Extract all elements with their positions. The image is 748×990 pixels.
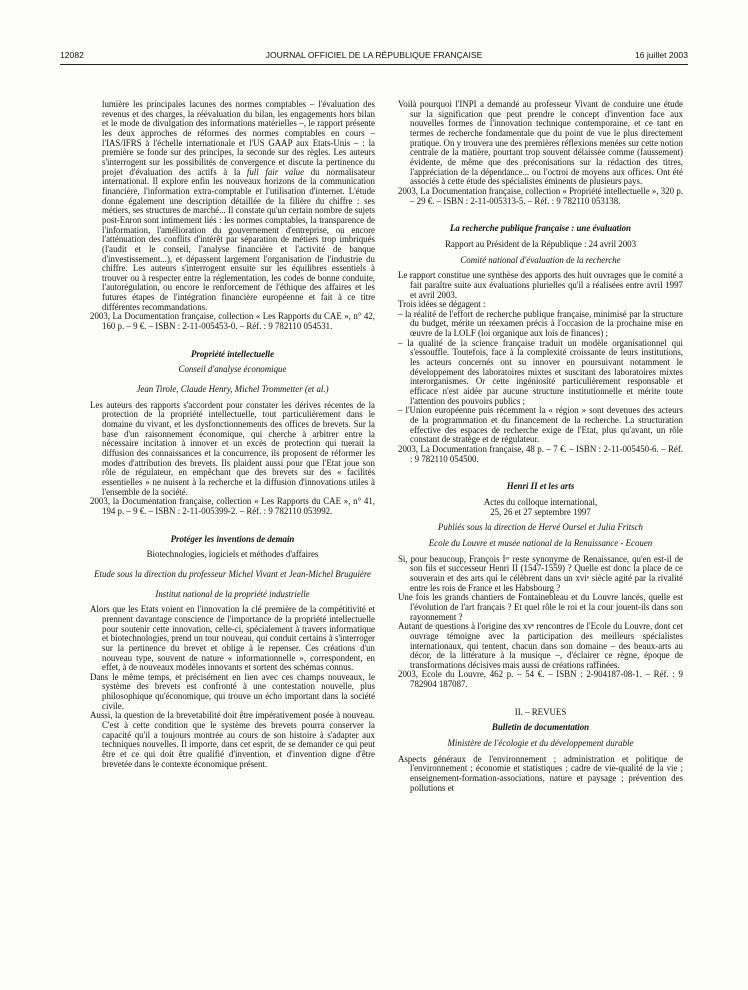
paragraph: Dans le même temps, et précisément en lien avec ces champs nouveaux, le système des brevets est confronté à une contestation nouvelle, plus philosophique qu'économique, qui trouve un écho important dans la société civile. <box>90 671 375 711</box>
section-institution: Ecole du Louvre et musée national de la Renaissance - Ecouen <box>428 537 653 548</box>
page-header <box>60 50 688 64</box>
section-title: La recherche publique française : une évaluation <box>450 223 631 234</box>
section-direction: Etude sous la direction du professeur Michel Vivant et Jean-Michel Bruguière <box>94 568 371 579</box>
section-institution: Institut national de la propriété industrielle <box>155 588 310 599</box>
list-item: – l'Union européenne puis récemment la « région » sont devenues des acteurs de la programmation et du financement de la recherche. La structuration effective des espaces de recherche exige de l'Etat, plus qu'avant, un rôle constant de stratège et de régulateur. <box>398 405 683 445</box>
paragraph: Aussi, la question de la brevetabilité doit être impérativement posée à nouveau. C'est à cette condition que le système des brevets pourra conserver la capacité qu'il a toujours montrée au cours de son histoire à s'adapter aux techniques nouvelles. Il importe, dans cet esprit, de se demander ce qui peut être et ce qui doit être qualifié d'invention, et d'invention digne d'être brevetée dans le contexte économique présent. <box>90 710 375 769</box>
paragraph: Autant de questions à l'origine des xvᵉ rencontres de l'Ecole du Louvre, dont cet ouvrage témoigne avec la participation des meilleurs spécialistes internationaux, qui tentent, chacun dans son domaine – des beaux-arts au décor, de la littérature à la musique –, d'éclairer ce règne, époque de transformations décisives mais aussi de créations raffinées. <box>398 621 683 670</box>
reference: 2003, La Documentation française, collection « Propriété intellectuelle », 320 p. – 29 €. – ISBN : 2-11-005313-5. – Réf. : 9 782110 053138. <box>398 185 683 206</box>
section-subtitle: Comité national d'évaluation de la recherche <box>460 254 621 265</box>
reference: 2003, Ecole du Louvre, 462 p. – 54 €. – ISBN : 2-904187-08-1. – Réf. : 9 782904 187087. <box>398 669 683 690</box>
section-title: Henri II et les arts <box>506 481 575 492</box>
section-title: Protéger les inventions de demain <box>170 533 295 544</box>
paragraph-text: du normalisateur international. Il explore enfin les nouveaux horizons de la communication financière, l'information extra-comptable et l'utilisation d'internet. L'étude donne également une description détaillée de la filière du chiffre : ses métiers, ses structures de marché... Il constate qu'un certain nombre de sujets post-Enron sont intimement liés : les normes comptables, la transparence de l'information, l'amélioration du gouvernement d'entreprise, ou encore l'atténuation des conflits d'intérêt par séparation de métiers trop imbriqués (l'audit et le conseil, l'analyse financière et l'activité de banque d'investissement...), et dépassent largement l'organisation de l'industrie du chiffre. Les auteurs s'interrogent ensuite sur les équilibres essentiels à trouver ou à respecter entre la réglementation, les codes de bonne conduite, l'autorégulation, ou encore le renforcement de l'éthique des affaires et les futures étapes de l'intégration financière européenne et fait à ce titre différentes recommandations. <box>102 166 376 312</box>
section-title: Bulletin de documentation <box>491 722 590 733</box>
header-rule <box>60 64 688 65</box>
page-number: 12082 <box>60 50 84 60</box>
section-subtitle: Biotechnologies, logiciels et méthodes d'affaires <box>146 549 319 560</box>
section-report: Rapport au Président de la République : 24 avril 2003 <box>444 238 637 249</box>
list-item: – la qualité de la science française traduit un modèle organisationnel qui s'essouffle. Toutefois, face à la complexité croissante de leurs institutions, les acteurs concernés ont su innover en poursuivant notamment le développement des laboratoires mixtes et suscitant des laboratoires mixtes interorganismes. Or cette ingéniosité particulièrement responsable et efficace n'est aidée par aucune structure institutionnelle et mérite toute l'attention des pouvoirs publics ; <box>398 337 683 406</box>
section-acts-dates: 25, 26 et 27 septembre 1997 <box>490 506 591 517</box>
reference: 2003, la Documentation française, collection « Les Rapports du CAE », n° 41, 194 p. – 9 €. – ISBN : 2-11-005399-2. – Réf. : 9 782110 053992. <box>90 496 375 516</box>
section-acts: Actes du colloque international, <box>483 496 598 507</box>
part-heading: II. – REVUES <box>514 706 567 717</box>
section-subtitle: Conseil d'analyse économique <box>178 364 287 375</box>
paragraph: Trois idées se dégagent : <box>398 299 486 310</box>
paragraph: Les auteurs des rapports s'accordent pour constater les dérives récentes de la protection de la propriété intellectuelle, tout particulièrement dans le domaine du vivant, et les dysfonctionnements des offices de brevets. Sur la base d'un raisonnement économique, qui cherche à arbitrer entre la nécessaire incitation à innover et un excès de protection qui tuerait la diffusion des connaissances et la concurrence, ils proposent de réformer les modes d'attribution des brevets. Ils plaident aussi pour que l'Etat joue son rôle de régulateur, en empêchant que des brevets sur des « facilités essentielles » ne nuisent à la recherche et la diffusion d'innovations utiles à l'ensemble de la société. <box>90 399 375 497</box>
reference: 2003, La Documentation française, collection « Les Rapports du CAE », n° 42, 160 p. – 9 €. – ISBN : 2-11-005453-0. – Réf. : 9 782110 054531. <box>90 311 375 332</box>
issue-date: 16 juillet 2003 <box>634 50 688 60</box>
paragraph: Alors que les Etats voient en l'innovation la clé première de la compétitivité et prennent davantage conscience de l'importance de la propriété intellectuelle pour soutenir cette innovation, celle-ci, spécialement à travers informatique et biotechnologies, prend un tour nouveau, qui conduit certains à s'interroger sur la pertinence du brevet et oblige à le repenser. Ces créations d'un nouveau type, souvent de nature « informationnelle », correspondent, en effet, à de nouveaux modèles innovants et sortent des schémas connus. <box>90 604 375 673</box>
list-item: – la réalité de l'effort de recherche publique française, minimisé par la structure du budget, mérite un réexamen précis à l'occasion de la prochaine mise en œuvre de la LOLF (loi organique aux lois de finances) ; <box>398 308 683 339</box>
paragraph: Une fois les grands chantiers de Fontainebleau et du Louvre lancés, quelle est l'évolution de l'art français ? Et quel rôle le roi et la cour jouent-ils dans son rayonnement ? <box>398 592 683 622</box>
right-column <box>398 100 683 793</box>
paragraph: Si, pour beaucoup, François Iᵉʳ reste synonyme de Renaissance, qu'en est-il de son fils et successeur Henri II (1547-1559) ? Quelle est donc la place de ce souverain et des arts qui le célèbrent dans un xviᵉ siècle agité par la rivalité entre les rois de France et les Habsbourg ? <box>398 553 683 593</box>
paragraph: Voilà pourquoi l'INPI a demandé au professeur Vivant de conduire une étude sur la signification que peut prendre le concept d'invention face aux nouvelles formes de l'innovation technique contemporaine, et ce tant en termes de recherche fondamentale que du point de vue le plus directement pratique. On y trouvera une des premières réflexions menées sur cette notion centrale de la matière, pourtant trop souvent délaissée comme (faussement) évidente, de même que des préconisations sur la rédaction des titres, l'appréciation de la dépendance... ou l'octroi de moyens aux offices. Ont été associés à cette étude des spécialistes éminents de plusieurs pays. <box>398 99 683 187</box>
paragraph: Aspects généraux de l'environnement ; administration et politique de l'environnement ; économie et statistiques ; cadre de vie-qualité de la vie ; enseignement-formation-associations, nature et paysage ; prévention des pollutions et <box>398 753 683 793</box>
paragraph: Le rapport constitue une synthèse des apports des huit ouvrages que le comité a fait paraître suite aux évaluations plurielles qu'il a réalisées entre avril 1997 et avril 2003. <box>398 270 683 300</box>
emphasis: full fair value <box>246 166 305 177</box>
reference: 2003, La Documentation française, 48 p. – 7 €. – ISBN : 2-11-005450-6. – Réf. : 9 782110 054500. <box>398 444 683 464</box>
left-column <box>90 100 375 769</box>
section-authors: Jean Tirole, Claude Henry, Michel Trommetter (et al.) <box>136 384 329 395</box>
paragraph <box>90 100 375 312</box>
journal-title: JOURNAL OFFICIEL DE LA RÉPUBLIQUE FRANÇAISE <box>265 50 483 60</box>
section-direction: Publiés sous la direction de Hervé Oursel et Julia Fritsch <box>438 522 643 533</box>
section-subtitle: Ministère de l'écologie et du développement durable <box>447 738 634 749</box>
section-title: Propriété intellectuelle <box>190 348 275 359</box>
paragraph-text: lumière les principales lacunes des normes comptables – l'évaluation des revenus et des charges, la réévaluation du bilan, les engagements hors bilan et le mode de divulgation des informations matérielles –, le rapport présente les deux approches de réformes des normes comptables en cours – l'IAS/IFRS à l'échelle internationale et l'US GAAP aux Etats-Unis – : la première se fonde sur des principes, la seconde sur des règles. Les auteurs s'interrogent sur les possibilités de convergence et discute la pertinence du projet d'évaluation des actifs à la <box>102 99 375 177</box>
